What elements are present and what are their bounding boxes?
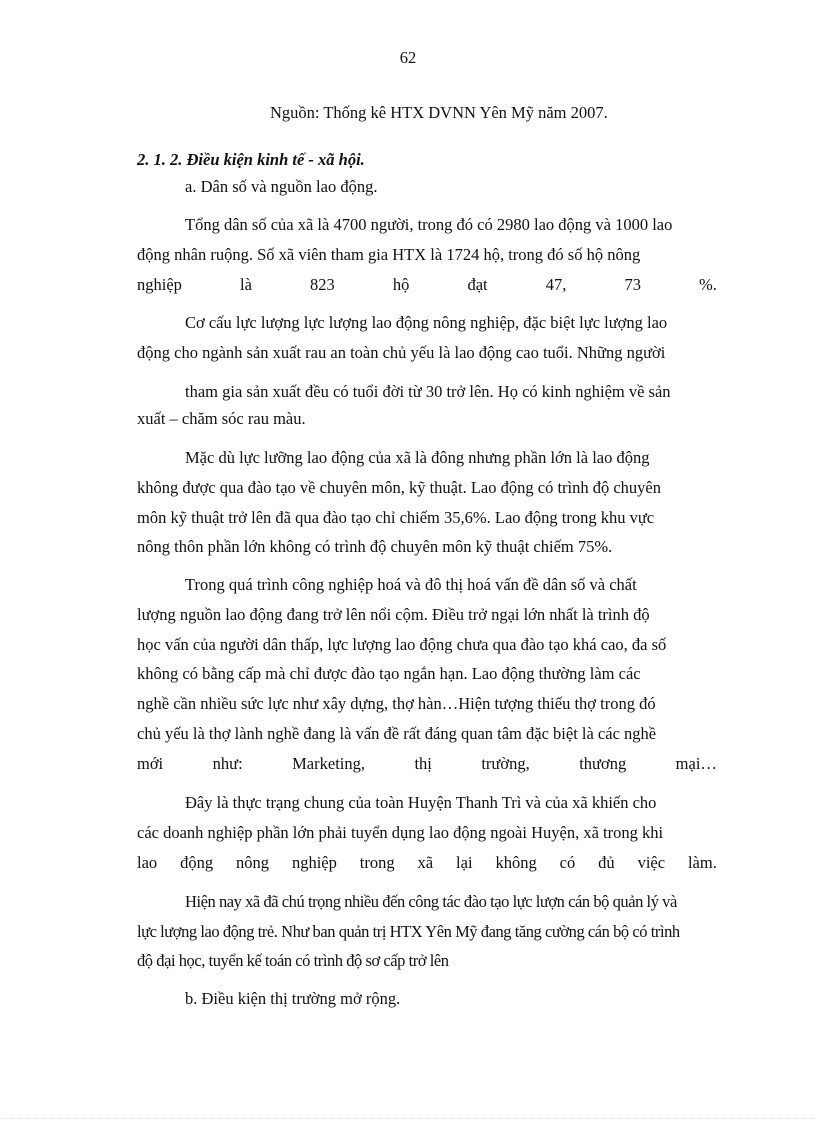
word: nghiệp <box>291 853 337 872</box>
paragraph-3-line-3: môn kỹ thuật trở lên đã qua đào tạo chỉ chiếm 35,6%. Lao động trong khu vực <box>137 508 655 527</box>
word: mại… <box>675 754 717 773</box>
word: mới <box>137 754 164 773</box>
paragraph-2-line-1: Cơ cấu lực lượng lực lượng lao động nông nghiệp, đặc biệt lực lượng lao <box>185 313 668 332</box>
word: trong <box>359 853 395 872</box>
page-bottom-rule <box>0 1118 816 1119</box>
paragraph-5-line-2: các doanh nghiệp phần lớn phải tuyển dụng lao động ngoài Huyện, xã trong khi <box>137 823 664 842</box>
paragraph-5-line-1: Đây là thực trạng chung của toàn Huyện Thanh Trì và của xã khiến cho <box>185 793 657 812</box>
word: đủ <box>598 853 615 872</box>
paragraph-5-line-3 <box>137 853 717 873</box>
paragraph-4-line-3: học vấn của người dân thấp, lực lượng lao động chưa qua đào tạo khá cao, đa số <box>137 635 667 654</box>
paragraph-2-line-2: động cho ngành sản xuất rau an toàn chủ yếu là lao động cao tuổi. Những người <box>137 343 666 362</box>
word: xã <box>417 853 434 872</box>
word: 823 <box>310 275 335 294</box>
word: nghiệp <box>137 275 182 294</box>
word: 73 <box>624 275 641 294</box>
paragraph-1-line-1: Tổng dân số của xã là 4700 người, trong đó có 2980 lao động và 1000 lao <box>185 215 673 234</box>
section-heading: 2. 1. 2. Điều kiện kinh tế - xã hội. <box>137 150 365 169</box>
paragraph-1-line-2: động nhân ruộng. Số xã viên tham gia HTX là 1724 hộ, trong đó số hộ nông <box>137 245 641 264</box>
page-number: 62 <box>399 48 417 67</box>
paragraph-3-line-4: nông thôn phần lớn không có trình độ chuyên môn kỹ thuật chiếm 75%. <box>137 537 613 556</box>
paragraph-4-line-7 <box>137 754 717 774</box>
paragraph-6-line-1: Hiện nay xã đã chú trọng nhiều đến công tác đào tạo lực lượn cán bộ quản lý và <box>185 892 677 911</box>
word: 47, <box>545 275 567 294</box>
word: nông <box>236 853 270 872</box>
paragraph-4-line-2: lượng nguồn lao động đang trở lên nổi cộm. Điều trở ngại lớn nhất là trình độ <box>137 605 650 624</box>
word: lại <box>456 853 473 872</box>
word: đạt <box>467 275 488 294</box>
paragraph-1-line-3 <box>137 275 717 295</box>
paragraph-4-line-5: nghề cần nhiều sức lực như xây dựng, thợ hàn…Hiện tượng thiếu thợ trong đó <box>137 694 656 713</box>
paragraph-6-line-3: độ đại học, tuyển kế toán có trình độ sơ cấp trở lên <box>137 951 449 970</box>
word: lao <box>137 853 158 872</box>
paragraph-6-line-2: lực lượng lao động trẻ. Như ban quản trị HTX Yên Mỹ đang tăng cường cán bộ có trình <box>137 922 680 941</box>
word: %. <box>699 275 717 294</box>
word: việc <box>637 853 666 872</box>
paragraph-4-line-4: không có bằng cấp mà chỉ được đào tạo ngắn hạn. Lao động thường làm các <box>137 664 641 683</box>
paragraph-4-line-6: chủ yếu là thợ lành nghề đang là vấn đề rất đáng quan tâm đặc biệt là các nghề <box>137 724 657 743</box>
word: là <box>240 275 252 294</box>
word: hộ <box>392 275 410 294</box>
word: động <box>180 853 214 872</box>
word: như: <box>212 754 243 773</box>
word: thị <box>414 754 432 773</box>
source-note: Nguồn: Thống kê HTX DVNN Yên Mỹ năm 2007. <box>270 103 608 122</box>
word: thương <box>579 754 627 773</box>
paragraph-4-line-1: Trong quá trình công nghiệp hoá và đô thị hoá vấn đề dân số và chất <box>185 575 637 594</box>
paragraph-2-line-4: xuất – chăm sóc rau màu. <box>137 409 306 428</box>
word: có <box>559 853 576 872</box>
paragraph-2-line-3: tham gia sản xuất đều có tuổi đời từ 30 trở lên. Họ có kinh nghiệm về sản <box>185 382 671 401</box>
subsection-a-heading: a. Dân số và nguồn lao động. <box>185 177 378 196</box>
paragraph-3-line-2: không được qua đào tạo về chuyên môn, kỹ thuật. Lao động có trình độ chuyên <box>137 478 662 497</box>
word: Marketing, <box>292 754 365 773</box>
word: làm. <box>687 853 717 872</box>
word: trường, <box>481 754 530 773</box>
subsection-b-heading: b. Điều kiện thị trường mở rộng. <box>185 989 401 1008</box>
word: không <box>495 853 537 872</box>
paragraph-3-line-1: Mặc dù lực lưỡng lao động của xã là đông nhưng phần lớn là lao động <box>185 448 650 467</box>
